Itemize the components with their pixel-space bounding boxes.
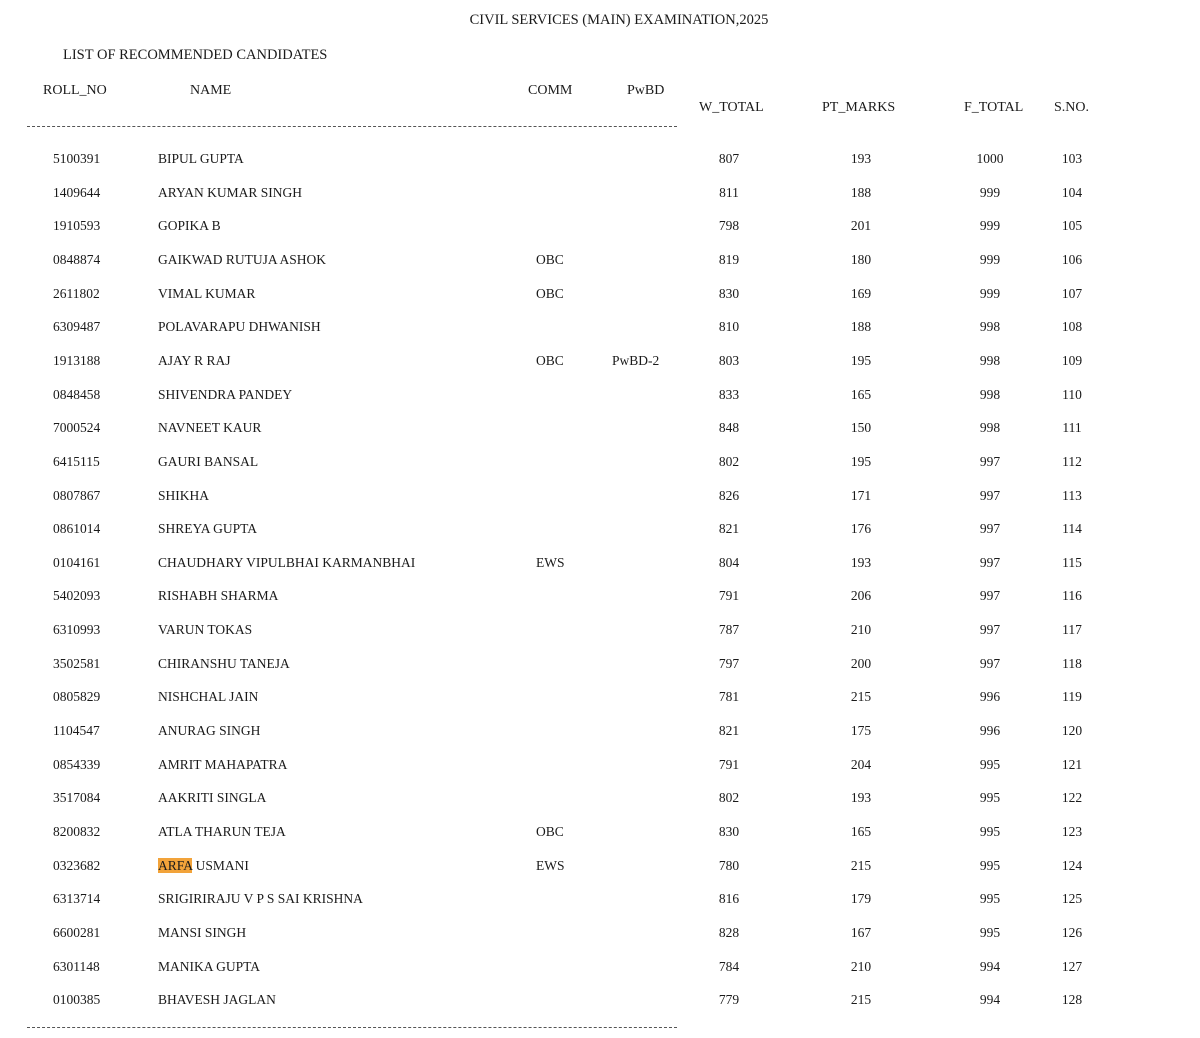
cell-comm: OBC (536, 285, 564, 301)
cell-w-total: 798 (718, 218, 740, 234)
table-row (0, 555, 1200, 575)
header-roll-no: ROLL_NO (43, 83, 107, 98)
name-rest: USMANI (192, 857, 249, 873)
cell-sno: 120 (1061, 723, 1083, 739)
cell-w-total: 791 (718, 588, 740, 604)
cell-roll-no: 1409644 (53, 184, 101, 200)
cell-sno: 118 (1062, 655, 1082, 671)
table-row (0, 656, 1200, 676)
cell-f-total: 996 (979, 723, 1001, 739)
cell-pt-marks: 215 (850, 857, 872, 873)
cell-w-total: 821 (718, 521, 740, 537)
cell-w-total: 784 (718, 958, 740, 974)
cell-w-total: 848 (718, 420, 740, 436)
header-name: NAME (190, 83, 232, 98)
table-row (0, 689, 1200, 709)
header-sno: S.NO. (1054, 100, 1090, 115)
cell-roll-no: 6301148 (53, 958, 100, 974)
cell-roll-no: 0848458 (53, 386, 101, 402)
table-row (0, 824, 1200, 844)
cell-sno: 111 (1062, 420, 1082, 436)
cell-w-total: 810 (718, 319, 740, 335)
header-pt-marks: PT_MARKS (822, 100, 896, 115)
cell-comm: OBC (536, 352, 564, 368)
cell-f-total: 999 (979, 285, 1001, 301)
cell-w-total: 797 (718, 655, 740, 671)
cell-name: RISHABH SHARMA (158, 588, 279, 604)
cell-f-total: 997 (979, 487, 1001, 503)
cell-pt-marks: 180 (850, 251, 872, 267)
cell-name: SRIGIRIRAJU V P S SAI KRISHNA (158, 891, 363, 907)
table-row (0, 454, 1200, 474)
cell-roll-no: 7000524 (53, 420, 101, 436)
cell-sno: 114 (1062, 521, 1082, 537)
cell-sno: 105 (1061, 218, 1083, 234)
cell-pt-marks: 175 (850, 723, 872, 739)
cell-pt-marks: 200 (850, 655, 872, 671)
cell-pt-marks: 195 (850, 352, 872, 368)
cell-pt-marks: 165 (850, 386, 872, 402)
table-row (0, 218, 1200, 238)
table-row (0, 891, 1200, 911)
cell-name: AMRIT MAHAPATRA (158, 756, 288, 772)
cell-f-total: 997 (979, 622, 1001, 638)
cell-roll-no: 6313714 (53, 891, 101, 907)
cell-name: CHAUDHARY VIPULBHAI KARMANBHAI (158, 554, 416, 570)
cell-name (158, 858, 249, 874)
cell-pt-marks: 215 (850, 689, 872, 705)
cell-f-total: 999 (979, 218, 1001, 234)
cell-pt-marks: 165 (850, 824, 872, 839)
cell-sno: 110 (1062, 386, 1082, 402)
table-row (0, 959, 1200, 979)
table-row (0, 790, 1200, 810)
cell-pt-marks: 150 (850, 420, 872, 436)
cell-roll-no: 2611802 (53, 285, 100, 301)
cell-f-total: 998 (979, 420, 1001, 436)
cell-pt-marks: 193 (850, 790, 872, 806)
cell-w-total: 826 (718, 487, 740, 503)
cell-w-total: 830 (718, 285, 740, 301)
cell-sno: 106 (1061, 251, 1083, 267)
cell-roll-no: 0848874 (53, 251, 101, 267)
cell-w-total: 781 (718, 689, 740, 705)
cell-name: SHIKHA (158, 487, 210, 503)
table-row (0, 992, 1200, 1012)
document-title: CIVIL SERVICES (MAIN) EXAMINATION,2025 (469, 12, 769, 28)
cell-sno: 124 (1061, 857, 1083, 873)
cell-roll-no: 1104547 (53, 723, 100, 739)
cell-pt-marks: 210 (850, 622, 872, 638)
table-row (0, 286, 1200, 306)
cell-roll-no: 5100391 (53, 151, 101, 166)
cell-roll-no: 0861014 (53, 521, 101, 537)
cell-f-total: 997 (979, 521, 1001, 537)
cell-comm: OBC (536, 824, 564, 839)
cell-w-total: 833 (718, 386, 740, 402)
cell-w-total: 821 (718, 723, 740, 739)
cell-f-total: 995 (979, 924, 1001, 940)
table-row (0, 151, 1200, 171)
cell-name: SHIVENDRA PANDEY (158, 386, 293, 402)
cell-name: ANURAG SINGH (158, 723, 261, 739)
cell-roll-no: 0323682 (53, 857, 101, 873)
cell-pt-marks: 195 (850, 453, 872, 469)
cell-sno: 116 (1062, 588, 1082, 604)
cell-pt-marks: 171 (850, 487, 872, 503)
cell-w-total: 802 (718, 453, 740, 469)
cell-sno: 115 (1062, 554, 1082, 570)
table-row (0, 252, 1200, 272)
header-divider (27, 126, 677, 127)
table-row (0, 925, 1200, 945)
cell-name: ARYAN KUMAR SINGH (158, 184, 303, 200)
cell-roll-no: 8200832 (53, 824, 101, 839)
cell-f-total: 995 (979, 857, 1001, 873)
cell-f-total: 1000 (976, 151, 1004, 166)
cell-f-total: 997 (979, 554, 1001, 570)
cell-f-total: 994 (979, 992, 1001, 1008)
cell-name: NAVNEET KAUR (158, 420, 262, 436)
table-row (0, 757, 1200, 777)
cell-sno: 121 (1061, 756, 1083, 772)
table-row (0, 521, 1200, 541)
cell-f-total: 995 (979, 790, 1001, 806)
header-pwbd: PwBD (627, 83, 665, 98)
table-row (0, 420, 1200, 440)
cell-sno: 125 (1061, 891, 1083, 907)
cell-sno: 117 (1062, 622, 1082, 638)
cell-name: BHAVESH JAGLAN (158, 992, 276, 1008)
cell-f-total: 997 (979, 655, 1001, 671)
cell-sno: 104 (1061, 184, 1083, 200)
cell-roll-no: 0104161 (53, 554, 101, 570)
cell-w-total: 804 (718, 554, 740, 570)
cell-roll-no: 6415115 (53, 453, 100, 469)
table-row (0, 319, 1200, 339)
cell-w-total: 828 (718, 924, 740, 940)
cell-pt-marks: 188 (850, 319, 872, 335)
cell-w-total: 807 (718, 151, 740, 166)
cell-sno: 127 (1061, 958, 1083, 974)
cell-name: ATLA THARUN TEJA (158, 824, 286, 839)
cell-roll-no: 3517084 (53, 790, 101, 806)
cell-name: AJAY R RAJ (158, 352, 231, 368)
table-row (0, 387, 1200, 407)
cell-pt-marks: 167 (850, 924, 872, 940)
cell-name: NISHCHAL JAIN (158, 689, 259, 705)
cell-f-total: 995 (979, 824, 1001, 839)
cell-roll-no: 5402093 (53, 588, 101, 604)
cell-f-total: 995 (979, 891, 1001, 907)
cell-name: SHREYA GUPTA (158, 521, 258, 537)
cell-name: AAKRITI SINGLA (158, 790, 267, 806)
cell-w-total: 780 (718, 857, 740, 873)
cell-w-total: 791 (718, 756, 740, 772)
cell-sno: 126 (1061, 924, 1083, 940)
cell-roll-no: 6600281 (53, 924, 101, 940)
cell-name: VIMAL KUMAR (158, 285, 256, 301)
cell-pt-marks: 179 (850, 891, 872, 907)
cell-f-total: 997 (979, 588, 1001, 604)
cell-pt-marks: 215 (850, 992, 872, 1008)
cell-comm: EWS (536, 857, 565, 873)
header-f-total: F_TOTAL (964, 100, 1024, 115)
cell-w-total: 816 (718, 891, 740, 907)
cell-pt-marks: 206 (850, 588, 872, 604)
cell-sno: 108 (1061, 319, 1083, 335)
cell-roll-no: 6310993 (53, 622, 101, 638)
cell-sno: 128 (1061, 992, 1083, 1008)
table-row (0, 622, 1200, 642)
cell-name: MANSI SINGH (158, 924, 247, 940)
highlighted-text: ARFA (158, 857, 193, 873)
cell-pt-marks: 193 (850, 554, 872, 570)
cell-pt-marks: 193 (850, 151, 872, 166)
table-row (0, 185, 1200, 205)
cell-w-total: 830 (718, 824, 740, 839)
cell-f-total: 997 (979, 453, 1001, 469)
cell-sno: 103 (1061, 151, 1083, 166)
cell-pt-marks: 188 (850, 184, 872, 200)
cell-roll-no: 1910593 (53, 218, 101, 234)
table-row (0, 858, 1200, 878)
cell-w-total: 819 (718, 251, 740, 267)
cell-name: CHIRANSHU TANEJA (158, 655, 290, 671)
cell-roll-no: 0854339 (53, 756, 101, 772)
cell-w-total: 779 (718, 992, 740, 1008)
cell-name: BIPUL GUPTA (158, 151, 244, 166)
cell-comm: OBC (536, 251, 564, 267)
cell-f-total: 996 (979, 689, 1001, 705)
cell-f-total: 999 (979, 251, 1001, 267)
cell-pt-marks: 210 (850, 958, 872, 974)
cell-roll-no: 3502581 (53, 655, 101, 671)
cell-roll-no: 0100385 (53, 992, 101, 1008)
cell-sno: 109 (1061, 352, 1083, 368)
cell-sno: 123 (1061, 824, 1083, 839)
cell-f-total: 994 (979, 958, 1001, 974)
cell-f-total: 998 (979, 386, 1001, 402)
cell-pt-marks: 176 (850, 521, 872, 537)
cell-sno: 113 (1062, 487, 1082, 503)
table-row (0, 723, 1200, 743)
table-row (0, 353, 1200, 373)
cell-sno: 119 (1062, 689, 1082, 705)
cell-w-total: 802 (718, 790, 740, 806)
cell-roll-no: 0805829 (53, 689, 101, 705)
cell-f-total: 998 (979, 352, 1001, 368)
cell-pt-marks: 169 (850, 285, 872, 301)
table-row (0, 588, 1200, 608)
cell-roll-no: 1913188 (53, 352, 101, 368)
cell-sno: 112 (1062, 453, 1082, 469)
cell-sno: 122 (1061, 790, 1083, 806)
table-row (0, 488, 1200, 508)
cell-comm: EWS (536, 554, 565, 570)
header-comm: COMM (528, 83, 573, 98)
cell-w-total: 803 (718, 352, 740, 368)
document-subtitle: LIST OF RECOMMENDED CANDIDATES (63, 47, 328, 63)
cell-w-total: 811 (719, 184, 739, 200)
cell-name: GAIKWAD RUTUJA ASHOK (158, 251, 327, 267)
cell-f-total: 995 (979, 756, 1001, 772)
cell-name: MANIKA GUPTA (158, 958, 261, 974)
cell-name: VARUN TOKAS (158, 622, 253, 638)
cell-name: POLAVARAPU DHWANISH (158, 319, 321, 335)
cell-name: GAURI BANSAL (158, 453, 259, 469)
cell-pwbd: PwBD-2 (612, 352, 660, 368)
cell-f-total: 999 (979, 184, 1001, 200)
cell-pt-marks: 204 (850, 756, 872, 772)
cell-f-total: 998 (979, 319, 1001, 335)
cell-name: GOPIKA B (158, 218, 221, 234)
footer-divider (27, 1027, 677, 1028)
cell-roll-no: 6309487 (53, 319, 101, 335)
cell-w-total: 787 (718, 622, 740, 638)
header-w-total: W_TOTAL (699, 100, 764, 115)
cell-roll-no: 0807867 (53, 487, 101, 503)
cell-sno: 107 (1061, 285, 1083, 301)
cell-pt-marks: 201 (850, 218, 872, 234)
